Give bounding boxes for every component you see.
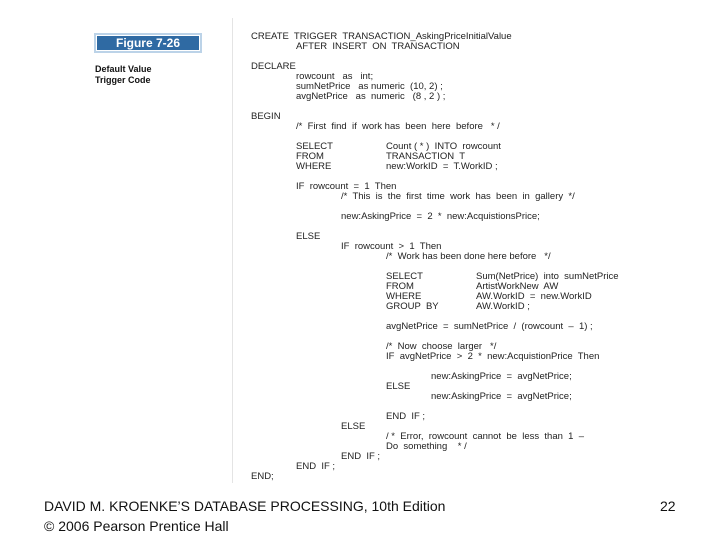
code-keyword: FROM xyxy=(386,281,414,292)
code-line: ArtistWorkNew AW xyxy=(476,281,559,292)
code-line: rowcount as int; xyxy=(296,71,374,82)
code-line: IF rowcount > 1 Then xyxy=(341,241,442,252)
code-keyword: WHERE xyxy=(386,291,422,302)
code-keyword: FROM xyxy=(296,151,324,162)
code-line: IF rowcount = 1 Then xyxy=(296,181,397,192)
code-line: Sum(NetPrice) into sumNetPrice xyxy=(476,271,619,282)
code-line: IF avgNetPrice > 2 * new:AcquistionPrice Then xyxy=(386,351,600,362)
code-line: avgNetPrice = sumNetPrice / (rowcount – 1) ; xyxy=(386,321,593,332)
code-comment: /* Work has been done here before */ xyxy=(386,251,551,262)
code-line: END IF ; xyxy=(341,451,381,462)
code-line: AW.WorkID ; xyxy=(476,301,530,312)
code-keyword: SELECT xyxy=(296,141,333,152)
page-number: 22 xyxy=(660,498,676,514)
code-line: Count ( * ) INTO rowcount xyxy=(386,141,501,152)
footer-copyright: © 2006 Pearson Prentice Hall xyxy=(44,518,229,534)
code-keyword: WHERE xyxy=(296,161,332,172)
code-comment: Do something * / xyxy=(386,441,467,452)
figure-badge-label: Figure 7-26 xyxy=(96,35,200,51)
code-line: new:AskingPrice = avgNetPrice; xyxy=(431,391,572,402)
code-line: DECLARE xyxy=(251,61,296,72)
code-comment: /* Now choose larger */ xyxy=(386,341,497,352)
code-line: TRANSACTION T xyxy=(386,151,465,162)
code-line: BEGIN xyxy=(251,111,281,122)
code-line: CREATE TRIGGER TRANSACTION_AskingPriceInitialValue xyxy=(251,31,512,42)
code-line: new:WorkID = T.WorkID ; xyxy=(386,161,498,172)
code-line: sumNetPrice as numeric (10, 2) ; xyxy=(296,81,443,92)
code-keyword: GROUP BY xyxy=(386,301,439,312)
footer-credit xyxy=(44,496,445,536)
code-line: END; xyxy=(251,471,274,482)
footer-book-title: DAVID M. KROENKE’S DATABASE PROCESSING, 10th Edition xyxy=(44,498,446,514)
code-line: END IF ; xyxy=(296,461,336,472)
code-comment: /* This is the first time work has been in gallery */ xyxy=(341,191,575,202)
code-line: END IF ; xyxy=(386,411,426,422)
code-keyword: SELECT xyxy=(386,271,423,282)
code-comment: /* First find if work has been here before * / xyxy=(296,121,500,132)
figure-caption-line-2: Trigger Code xyxy=(95,75,151,85)
code-line: AW.WorkID = new.WorkID xyxy=(476,291,592,302)
code-line: AFTER INSERT ON TRANSACTION xyxy=(296,41,460,52)
code-line: avgNetPrice as numeric (8 , 2 ) ; xyxy=(296,91,446,102)
code-line: new:AskingPrice = 2 * new:AcquistionsPrice; xyxy=(341,211,540,222)
code-keyword: ELSE xyxy=(296,231,321,242)
code-keyword: ELSE xyxy=(341,421,366,432)
figure-caption-line-1: Default Value xyxy=(95,64,152,74)
code-line: new:AskingPrice = avgNetPrice; xyxy=(431,371,572,382)
code-comment: / * Error, rowcount cannot be less than 1 – xyxy=(386,431,585,442)
code-keyword: ELSE xyxy=(386,381,411,392)
